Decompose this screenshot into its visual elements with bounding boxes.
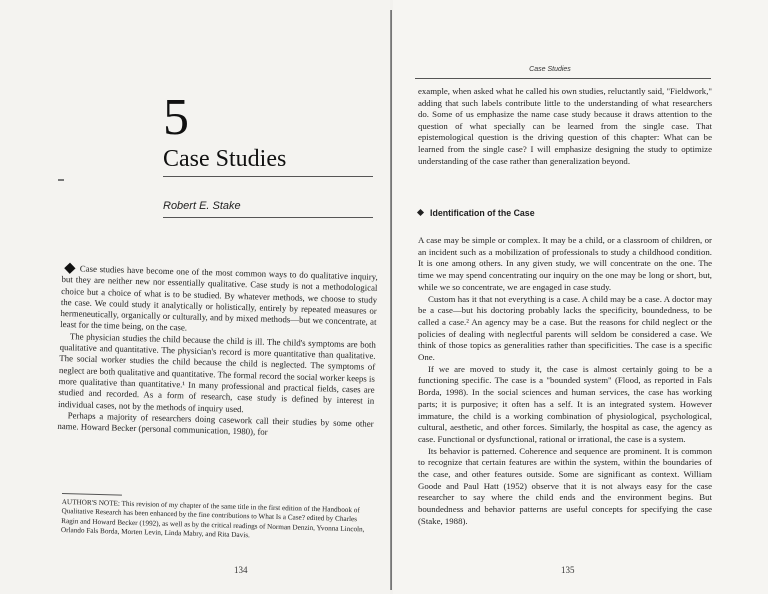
right-body-text: [418, 235, 712, 528]
header-rule: [415, 78, 711, 79]
note-rule: [62, 493, 122, 496]
page-number-left: 134: [234, 565, 248, 575]
paragraph: If we are moved to study it, the case is almost certainly going to be a functioning specific. The case is a "bounded system" (Flood, as reported in Fals Borda, 1998). In the social sciences and human services, the case has working parts; it is purposive; it often has a self. It is an integrated system. However immature, the child is a working combination of physiological, psychological, cultural, aesthetic, and other forces. Similarly, the hospital as case, the agency as case. Functional or dysfunctional, rational or irrational, the case is a system.: [418, 363, 712, 444]
paragraph: Perhaps a majority of researchers doing casework call their studies by some other name. Howard Becker (personal communication, 1980), for: [57, 410, 374, 437]
left-body-text: [57, 263, 378, 441]
paragraph-text: Case studies have become one of the most common ways to do qualitative inquiry, but they are neither new nor essentially qualitative. Case study is not a methodological choice but a choice of what is to be studied. By whatever methods, we choose to study the case. We could study it analytically or holistically, entirely by repeated measures or hermeneutically, organically or culturally, and by mixed methods—but we concentrate, at least for the time being, on the case.: [60, 263, 378, 333]
chapter-title: Case Studies: [163, 146, 287, 172]
intro-text: [418, 86, 712, 167]
paragraph: Its behavior is patterned. Coherence and sequence are prominent. It is common to recognize that certain features are within the system, within the boundaries of the case, and other features outside. Some are significant as context. William Goode and Paul Hatt (1952) observe that it is not always easy for the case researcher to say where the child ends and the environment begins. But boundedness and behavior patterns are useful concepts for specifying the case (Stake, 1988).: [418, 445, 712, 526]
author-name: Robert E. Stake: [163, 200, 241, 212]
paragraph: The physician studies the child because the child is ill. The child's symptoms are both qualitative and quantitative. The physician's record is more quantitative than qualitative. The social worker studies the child because the child is neglected. The symptoms of neglect are both qualitative and quantitative. The formal record the social worker keeps is more qualitative than quantitative.¹ In many professional and practical fields, cases are studied and recorded. As a form of research, case study is defined by interest in individual cases, not by the methods of inquiry used.: [57, 331, 376, 414]
ink-speck: [58, 179, 64, 181]
title-rule: [163, 176, 373, 177]
authors-note: [61, 493, 374, 544]
book-gutter: [390, 10, 392, 590]
note-text: AUTHOR'S NOTE: This revision of my chapter of the same title in the first edition of the Handbook of Qualitative Research has been enhanced by the fine contributions to What Is a Case? edited by Charles Ragin and Howard Becker (1992), as well as by the critical readings of Norman Denzin, Yvonna Lincoln, Orlando Fals Borda, Morten Levin, Linda Mabry, and Rita Davis.: [60, 497, 365, 540]
paragraph: [60, 263, 378, 340]
paragraph: example, when asked what he called his own studies, reluctantly said, "Fieldwork," adding that such labels contribute little to the understanding of what researchers do. Some of us emphasize the name case study because it draws attention to the question of what specially can be learned from the single case. That epistemological question is the driving question of this chapter: What can be learned from the single case? I will emphasize designing the study to optimize understanding of the case rather than generalization beyond.: [418, 86, 712, 166]
diamond-bullet-icon: [417, 209, 424, 216]
chapter-number: 5: [163, 89, 189, 146]
page-number-right: 135: [561, 565, 575, 575]
section-heading: [418, 208, 535, 218]
section-heading-text: Identification of the Case: [430, 208, 535, 218]
running-head: Case Studies: [529, 66, 571, 73]
author-rule: [163, 217, 373, 218]
paragraph: Custom has it that not everything is a case. A child may be a case. A doctor may be a case—but his doctoring probably lacks the specificity, boundedness, to be called a case.² An agency may be a case. But the reasons for child neglect or the policies of dealing with neglectful parents will seldom be considered a case. We think of those topics as generalities rather than specificities. The case is a specific One.: [418, 293, 712, 363]
diamond-bullet-icon: [64, 263, 75, 274]
paragraph: A case may be simple or complex. It may be a child, or a classroom of children, or an incident such as a mobilization of professionals to study a childhood condition. It is one among others. In any given study, we will concentrate on the one. The time we may spend concentrating our inquiry on the one may be long or short, but, while we so concentrate, we are engaged in case study.: [418, 235, 712, 292]
